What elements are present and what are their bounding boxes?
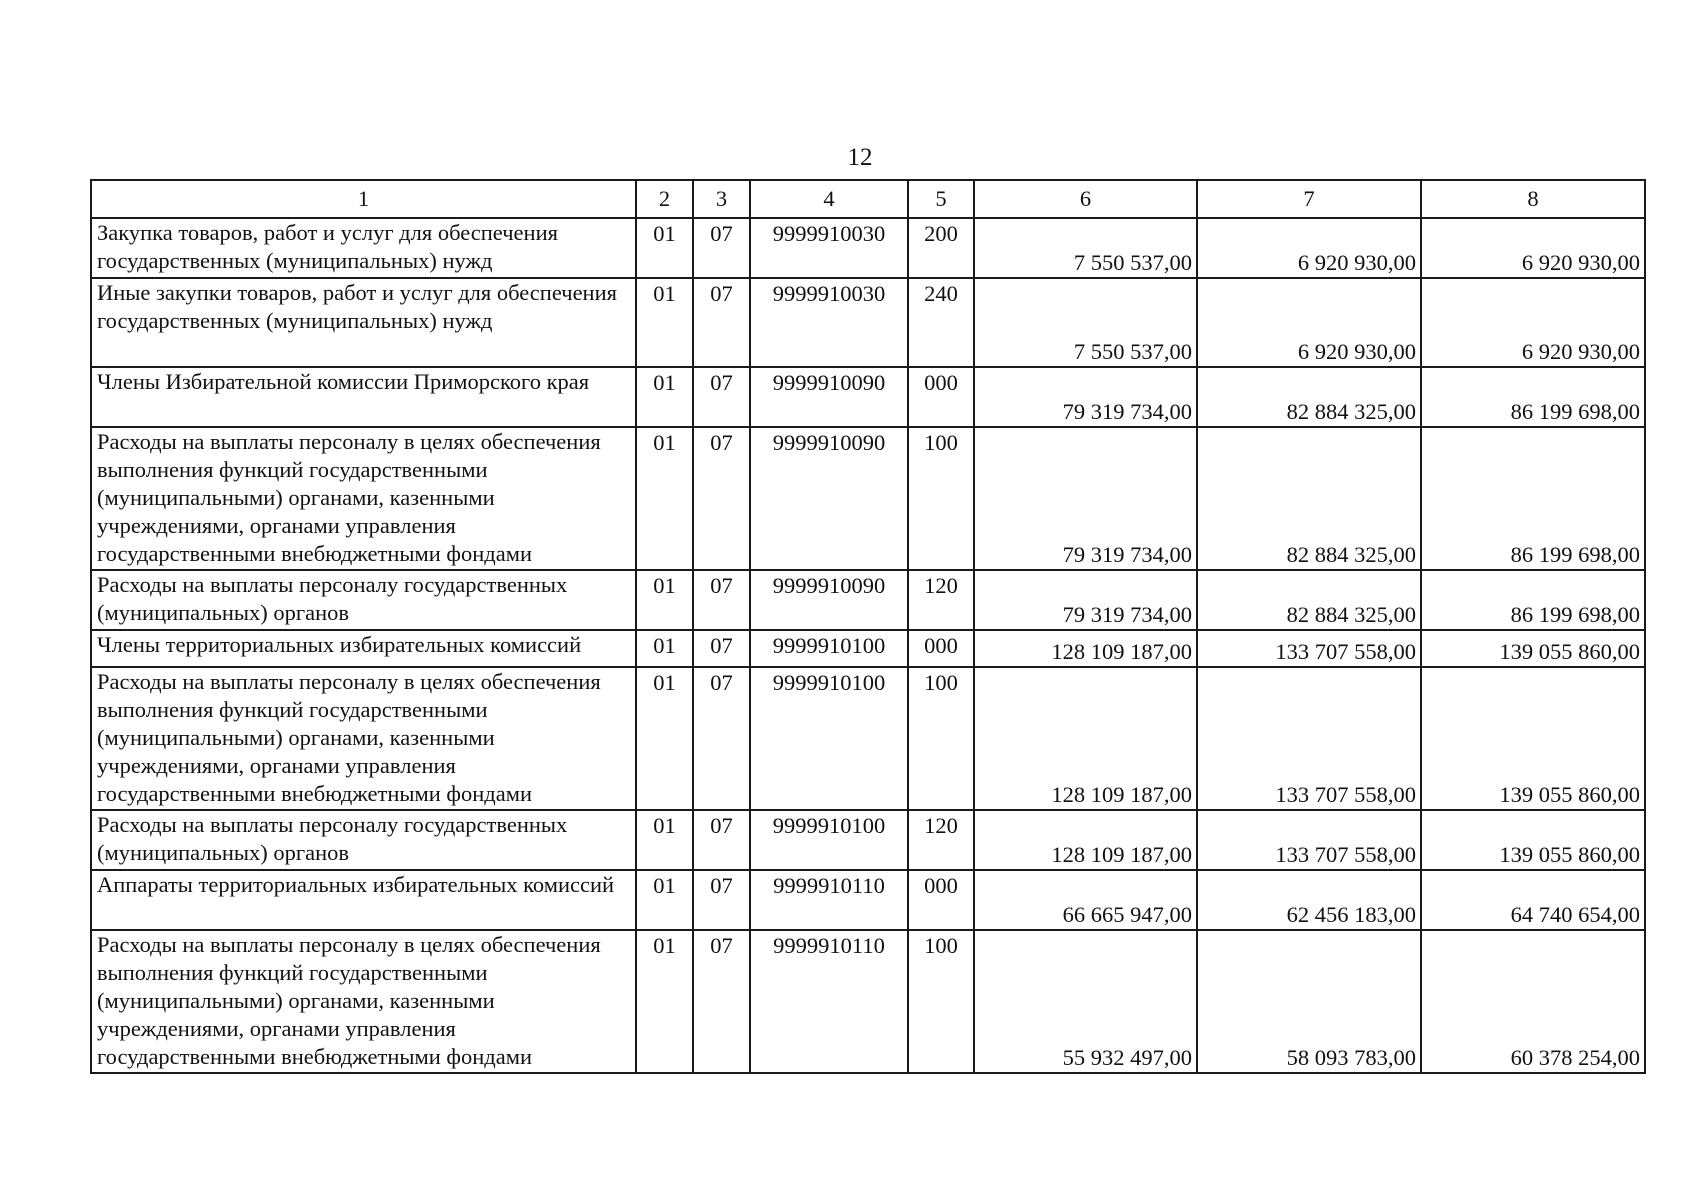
amount-col-6: 128 109 187,00: [974, 810, 1197, 870]
amount-col-7: 82 884 325,00: [1197, 367, 1421, 427]
subsection-code: 07: [693, 278, 750, 367]
amount-col-7: 133 707 558,00: [1197, 630, 1421, 667]
expense-type-code: 120: [908, 570, 974, 630]
column-header: 5: [908, 180, 974, 218]
expense-type-code: 000: [908, 870, 974, 930]
column-header: 2: [636, 180, 693, 218]
amount-col-7: 133 707 558,00: [1197, 667, 1421, 810]
row-name: Расходы на выплаты персоналу в целях обеспечения выполнения функций государственными (муниципальными) органами, казенными учреждениями, органами управления государственными внебюджетными фондами: [91, 930, 636, 1073]
target-article-code: 9999910090: [750, 367, 908, 427]
table-row: [91, 367, 1645, 427]
expense-type-code: 100: [908, 667, 974, 810]
amount-col-8: 6 920 930,00: [1421, 278, 1645, 367]
amount-col-8: 6 920 930,00: [1421, 218, 1645, 278]
expense-type-code: 240: [908, 278, 974, 367]
table-row: [91, 570, 1645, 630]
section-code: 01: [636, 278, 693, 367]
expense-type-code: 100: [908, 427, 974, 570]
section-code: 01: [636, 427, 693, 570]
table-row: [91, 667, 1645, 810]
section-code: 01: [636, 810, 693, 870]
table-row: [91, 930, 1645, 1073]
amount-col-8: 86 199 698,00: [1421, 367, 1645, 427]
row-name: Аппараты территориальных избирательных комиссий: [91, 870, 636, 930]
row-name: Члены территориальных избирательных комиссий: [91, 630, 636, 667]
subsection-code: 07: [693, 367, 750, 427]
amount-col-6: 79 319 734,00: [974, 570, 1197, 630]
amount-col-7: 58 093 783,00: [1197, 930, 1421, 1073]
row-name: Расходы на выплаты персоналу государственных (муниципальных) органов: [91, 570, 636, 630]
column-header: 1: [91, 180, 636, 218]
row-name: Расходы на выплаты персоналу государственных (муниципальных) органов: [91, 810, 636, 870]
subsection-code: 07: [693, 570, 750, 630]
amount-col-7: 6 920 930,00: [1197, 278, 1421, 367]
target-article-code: 9999910110: [750, 870, 908, 930]
table-row: [91, 810, 1645, 870]
table-row: [91, 278, 1645, 367]
amount-col-6: 79 319 734,00: [974, 427, 1197, 570]
section-code: 01: [636, 930, 693, 1073]
header-row: [91, 180, 1645, 218]
table-row: [91, 630, 1645, 667]
target-article-code: 9999910030: [750, 278, 908, 367]
row-name: Расходы на выплаты персоналу в целях обеспечения выполнения функций государственными (муниципальными) органами, казенными учреждениями, органами управления государственными внебюджетными фондами: [91, 427, 636, 570]
row-name: Члены Избирательной комиссии Приморского края: [91, 367, 636, 427]
section-code: 01: [636, 870, 693, 930]
amount-col-7: 62 456 183,00: [1197, 870, 1421, 930]
table-row: [91, 218, 1645, 278]
amount-col-8: 86 199 698,00: [1421, 427, 1645, 570]
column-header: 6: [974, 180, 1197, 218]
amount-col-7: 133 707 558,00: [1197, 810, 1421, 870]
subsection-code: 07: [693, 930, 750, 1073]
target-article-code: 9999910110: [750, 930, 908, 1073]
column-header: 8: [1421, 180, 1645, 218]
amount-col-8: 139 055 860,00: [1421, 810, 1645, 870]
subsection-code: 07: [693, 810, 750, 870]
amount-col-8: 60 378 254,00: [1421, 930, 1645, 1073]
column-header: 4: [750, 180, 908, 218]
row-name: Иные закупки товаров, работ и услуг для обеспечения государственных (муниципальных) нужд: [91, 278, 636, 367]
column-header: 7: [1197, 180, 1421, 218]
expense-type-code: 000: [908, 367, 974, 427]
subsection-code: 07: [693, 218, 750, 278]
target-article-code: 9999910100: [750, 630, 908, 667]
target-article-code: 9999910100: [750, 810, 908, 870]
section-code: 01: [636, 570, 693, 630]
subsection-code: 07: [693, 667, 750, 810]
amount-col-6: 128 109 187,00: [974, 630, 1197, 667]
section-code: 01: [636, 367, 693, 427]
amount-col-8: 64 740 654,00: [1421, 870, 1645, 930]
target-article-code: 9999910030: [750, 218, 908, 278]
amount-col-6: 7 550 537,00: [974, 278, 1197, 367]
amount-col-8: 139 055 860,00: [1421, 630, 1645, 667]
amount-col-6: 79 319 734,00: [974, 367, 1197, 427]
column-header: 3: [693, 180, 750, 218]
table-row: [91, 427, 1645, 570]
target-article-code: 9999910090: [750, 427, 908, 570]
target-article-code: 9999910100: [750, 667, 908, 810]
amount-col-8: 86 199 698,00: [1421, 570, 1645, 630]
amount-col-7: 82 884 325,00: [1197, 427, 1421, 570]
section-code: 01: [636, 630, 693, 667]
subsection-code: 07: [693, 427, 750, 570]
table-row: [91, 870, 1645, 930]
target-article-code: 9999910090: [750, 570, 908, 630]
expense-type-code: 120: [908, 810, 974, 870]
budget-table: [90, 179, 1646, 1074]
row-name: Закупка товаров, работ и услуг для обеспечения государственных (муниципальных) нужд: [91, 218, 636, 278]
expense-type-code: 100: [908, 930, 974, 1073]
section-code: 01: [636, 667, 693, 810]
amount-col-6: 128 109 187,00: [974, 667, 1197, 810]
amount-col-7: 6 920 930,00: [1197, 218, 1421, 278]
row-name: Расходы на выплаты персоналу в целях обеспечения выполнения функций государственными (муниципальными) органами, казенными учреждениями, органами управления государственными внебюджетными фондами: [91, 667, 636, 810]
expense-type-code: 200: [908, 218, 974, 278]
expense-type-code: 000: [908, 630, 974, 667]
amount-col-7: 82 884 325,00: [1197, 570, 1421, 630]
subsection-code: 07: [693, 870, 750, 930]
amount-col-6: 55 932 497,00: [974, 930, 1197, 1073]
amount-col-6: 66 665 947,00: [974, 870, 1197, 930]
amount-col-6: 7 550 537,00: [974, 218, 1197, 278]
amount-col-8: 139 055 860,00: [1421, 667, 1645, 810]
page-number: 12: [847, 144, 873, 171]
subsection-code: 07: [693, 630, 750, 667]
section-code: 01: [636, 218, 693, 278]
